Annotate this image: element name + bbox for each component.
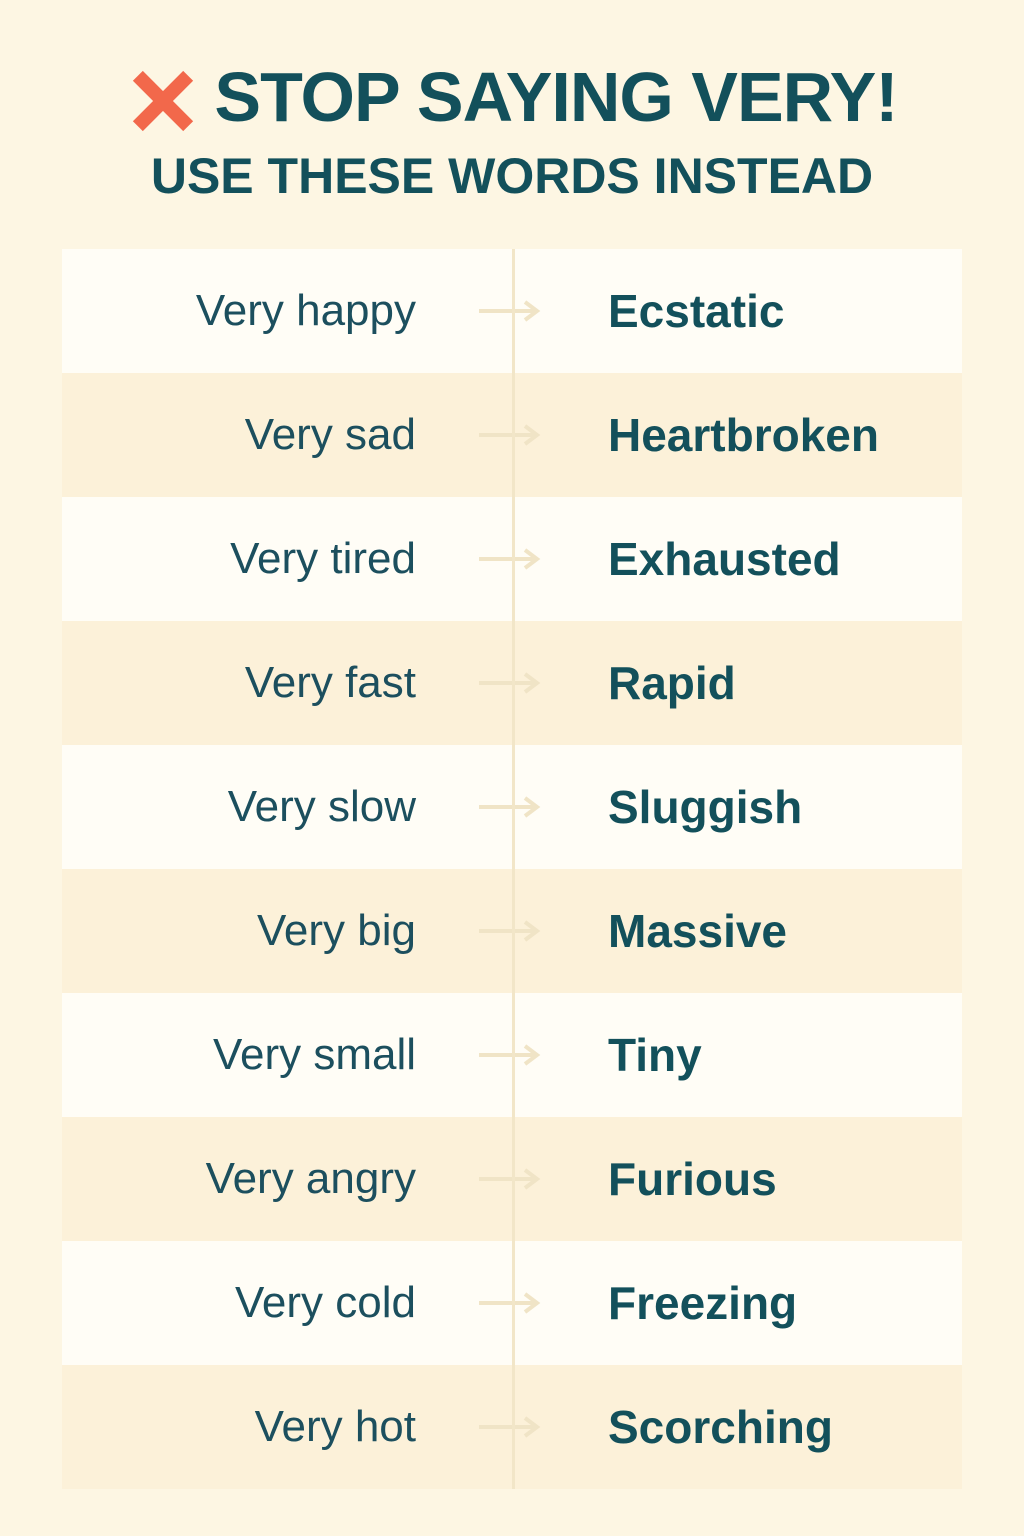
phrase-cell: Very cold — [235, 1277, 416, 1327]
word-cell: Freezing — [608, 1276, 798, 1329]
page-title: STOP SAYING VERY! — [214, 58, 898, 137]
phrase-cell: Very big — [257, 905, 416, 955]
word-cell: Massive — [608, 904, 788, 957]
word-table — [62, 249, 962, 1489]
word-cell: Tiny — [608, 1028, 702, 1081]
word-cell: Furious — [608, 1152, 777, 1205]
word-cell: Exhausted — [608, 532, 841, 585]
word-cell: Ecstatic — [608, 284, 785, 337]
phrase-cell: Very hot — [254, 1401, 416, 1451]
phrase-cell: Very angry — [205, 1153, 416, 1203]
phrase-cell: Very slow — [227, 781, 416, 831]
phrase-cell: Very happy — [195, 285, 416, 335]
poster-header — [0, 0, 1024, 203]
word-cell: Scorching — [608, 1400, 833, 1453]
phrase-cell: Very sad — [244, 409, 416, 459]
phrase-cell: Very fast — [244, 657, 416, 707]
word-cell: Rapid — [608, 656, 736, 709]
red-x-icon — [126, 64, 200, 138]
word-cell: Sluggish — [608, 780, 803, 833]
table-divider — [512, 249, 515, 1489]
phrase-cell: Very small — [213, 1029, 416, 1079]
phrase-cell: Very tired — [230, 533, 416, 583]
word-cell: Heartbroken — [608, 408, 879, 461]
title-row — [0, 58, 1024, 138]
page-subtitle: USE THESE WORDS INSTEAD — [150, 148, 874, 204]
